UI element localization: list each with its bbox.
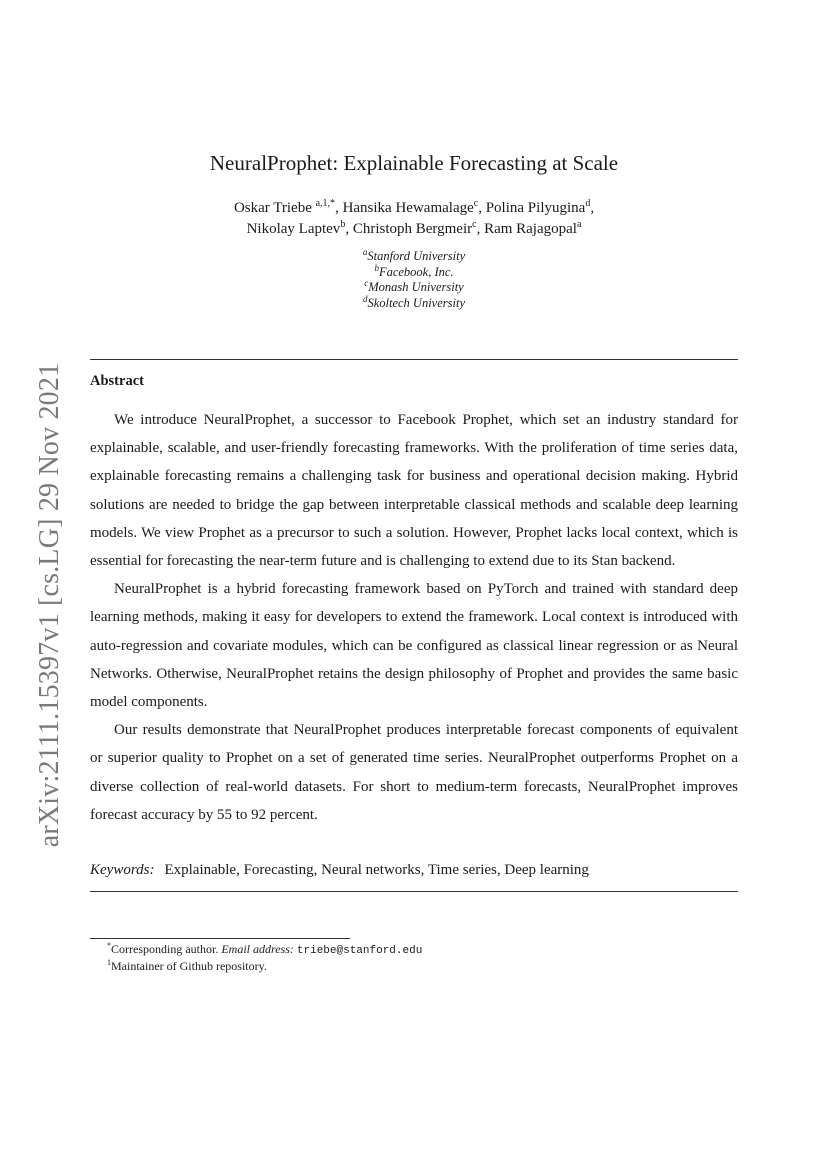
author-name: Polina Pilyugina — [485, 200, 586, 216]
abstract-body — [90, 406, 738, 829]
footnote-text: Corresponding author. — [111, 942, 222, 956]
affiliation-mark: b — [374, 262, 379, 273]
email-label: Email address: — [221, 942, 294, 956]
affiliation-item — [0, 293, 828, 312]
author-name: Christoph Bergmeir — [352, 221, 473, 237]
abstract-paragraph: NeuralProphet is a hybrid forecasting framework based on PyTorch and trained with standard deep learning methods, making it easy for developers to extend the framework. Local context is introduced with auto-regression and covariate modules, which can be configured as classical linear regression or as Neural Networks. Otherwise, NeuralProphet retains the design philosophy of Prophet and provides the same basic model components. — [90, 581, 738, 711]
affiliation-item — [0, 277, 828, 296]
abstract-bottom-rule — [90, 891, 738, 892]
paper-title: NeuralProphet: Explainable Forecasting at Scale — [209, 151, 619, 175]
abstract-heading: Abstract — [90, 373, 144, 389]
arxiv-stamp: arXiv:2111.15397v1 [cs.LG] 29 Nov 2021 — [34, 362, 65, 848]
affiliation-mark: c — [364, 277, 369, 288]
author-list — [0, 198, 828, 240]
abstract-paragraph: Our results demonstrate that NeuralProphet produces interpretable forecast components of equivalent or superior quality to Prophet on a set of generated time series. NeuralProphet outperforms Prophet on a diverse collection of real-world datasets. For short to medium-term forecasts, NeuralProphet improves forecast accuracy by 55 to 92 percent. — [90, 722, 738, 823]
footnotes — [107, 942, 422, 974]
affiliation-name: Facebook, Inc. — [378, 264, 454, 279]
footnote-rule — [90, 938, 350, 939]
author-name: Ram Rajagopal — [484, 221, 577, 237]
keywords-label: Keywords: — [90, 862, 155, 878]
footnote-mark: 1 — [107, 958, 111, 967]
author-line-1 — [234, 200, 594, 216]
author-name: Nikolay Laptev — [246, 221, 341, 237]
affiliation-item — [0, 246, 828, 265]
affiliation-item — [0, 262, 828, 281]
author-affiliation-mark: d — [585, 198, 591, 209]
footnote-mark: * — [107, 941, 111, 950]
author-name: Hansika Hewamalage — [342, 200, 474, 216]
abstract-paragraph: We introduce NeuralProphet, a successor to Facebook Prophet, which set an industry standard for explainable, scalable, and user-friendly forecasting frameworks. With the proliferation of time series data, explainable forecasting remains a challenging task for business and operational decision making. Hybrid solutions are needed to bridge the gap between interpretable classical methods and scalable deep learning models. We view Prophet as a precursor to such a solution. However, Prophet lacks local context, which is essential for forecasting the near-term future and is challenging to extend due to its Stan backend. — [90, 412, 738, 570]
author-line-2 — [247, 221, 582, 237]
author-separator: , — [476, 221, 485, 237]
email-address: triebe@stanford.edu — [296, 945, 423, 957]
author-separator: , — [590, 200, 595, 216]
author-separator: , — [345, 221, 353, 237]
abstract-top-rule — [90, 359, 738, 360]
author-affiliation-mark: b — [340, 219, 346, 230]
affiliation-name: Stanford University — [367, 249, 466, 263]
affiliation-mark: d — [362, 293, 368, 304]
author-affiliation-mark: a — [576, 219, 582, 230]
footnote-maintainer — [107, 959, 422, 974]
footnote-text: Maintainer of Github repository. — [111, 959, 267, 973]
author-affiliation-mark: a,1,* — [315, 198, 336, 209]
footnote-corresponding — [107, 942, 422, 959]
author-name: Oskar Triebe — [233, 200, 316, 216]
affiliation-mark: a — [362, 246, 368, 257]
author-affiliation-mark: c — [473, 198, 479, 209]
affiliation-name: Skoltech University — [367, 295, 466, 310]
affiliation-name: Monash University — [368, 280, 464, 294]
affiliation-list — [0, 246, 828, 311]
keywords-text: Explainable, Forecasting, Neural networks, Time series, Deep learning — [164, 862, 589, 878]
keywords-line — [90, 860, 738, 880]
author-separator: , — [478, 200, 486, 216]
author-separator: , — [335, 200, 343, 216]
author-affiliation-mark: c — [472, 219, 477, 230]
